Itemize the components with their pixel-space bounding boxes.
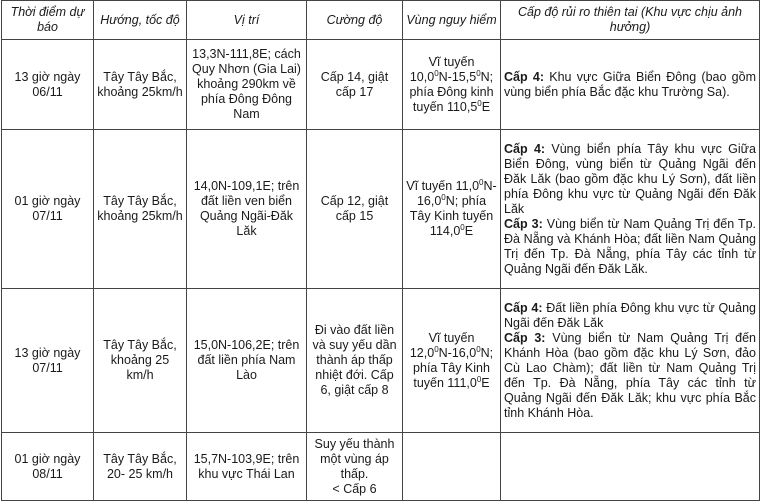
cell-danger-zone: Vĩ tuyến 10,0$^0$N-15,5$^0$N; phía Đông kinh tuyến 110,5$^0$E bbox=[403, 40, 501, 130]
cell-position: 14,0N-109,1E; trên đất liền ven biển Quảng Ngãi-Đăk Lăk bbox=[187, 130, 307, 289]
header-danger-zone: Vùng nguy hiểm bbox=[403, 1, 501, 40]
risk-level-text: Vùng biển phía Tây khu vực Giữa Biển Đông, vùng biển từ Quảng Ngãi đến Đăk Lăk (bao gồm đặc khu Lý Sơn), đất liền phía Đông khu vực từ Quảng Ngãi đến Đăk Lăk bbox=[504, 141, 756, 216]
cell-risk bbox=[501, 433, 760, 501]
cell-intensity: Cấp 12, giật cấp 15 bbox=[307, 130, 403, 289]
header-risk-level: Cấp độ rủi ro thiên tai (Khu vực chịu ảnh hưởng) bbox=[501, 1, 760, 40]
cell-time: 13 giờ ngày 06/11 bbox=[2, 40, 94, 130]
storm-forecast-table bbox=[1, 0, 760, 501]
header-intensity: Cường độ bbox=[307, 1, 403, 40]
cell-risk bbox=[501, 289, 760, 433]
table-row bbox=[2, 40, 760, 130]
cell-intensity: Cấp 14, giật cấp 17 bbox=[307, 40, 403, 130]
table-row bbox=[2, 130, 760, 289]
cell-position: 15,0N-106,2E; trên đất liền phía Nam Lào bbox=[187, 289, 307, 433]
table-row bbox=[2, 289, 760, 433]
risk-level-label: Cấp 3: bbox=[504, 330, 546, 345]
risk-level-label: Cấp 4: bbox=[504, 69, 544, 84]
risk-level-text: Vùng biển từ Nam Quảng Trị đến Khánh Hòa (bao gồm đặc khu Lý Sơn, đảo Cù Lao Chàm); đất liền từ Nam Quảng Trị đến Tp. Đà Nẵng, phía Tây các tỉnh từ Quảng Ngãi đến Đăk Lăk; khu vực phía Bắc tỉnh Khánh Hòa. bbox=[504, 330, 757, 420]
cell-time: 13 giờ ngày 07/11 bbox=[2, 289, 94, 433]
table-row bbox=[2, 433, 760, 501]
cell-intensity: Đi vào đất liền và suy yếu dần thành áp thấp nhiệt đới. Cấp 6, giật cấp 8 bbox=[307, 289, 403, 433]
cell-direction: Tây Tây Bắc, 20- 25 km/h bbox=[94, 433, 187, 501]
header-position: Vị trí bbox=[187, 1, 307, 40]
risk-level-text: Khu vực Giữa Biển Đông (bao gồm vùng biển phía Bắc đặc khu Trường Sa). bbox=[504, 69, 756, 99]
header-time: Thời điểm dự báo bbox=[2, 1, 94, 40]
risk-level-label: Cấp 4: bbox=[504, 300, 543, 315]
cell-direction: Tây Tây Bắc, khoảng 25km/h bbox=[94, 40, 187, 130]
cell-danger-zone: Vĩ tuyến 12,0$^0$N-16,0$^0$N; phía Tây Kinh tuyến 111,0$^0$E bbox=[403, 289, 501, 433]
cell-risk bbox=[501, 40, 760, 130]
header-direction: Hướng, tốc độ bbox=[94, 1, 187, 40]
cell-danger-zone bbox=[403, 433, 501, 501]
cell-position: 15,7N-103,9E; trên khu vực Thái Lan bbox=[187, 433, 307, 501]
risk-level-label: Cấp 3: bbox=[504, 216, 543, 231]
cell-time: 01 giờ ngày 08/11 bbox=[2, 433, 94, 501]
cell-direction: Tây Tây Bắc, khoảng 25km/h bbox=[94, 130, 187, 289]
cell-danger-zone: Vĩ tuyến 11,0$^0$N-16,0$^0$N; phía Tây Kinh tuyến 114,0$^0$E bbox=[403, 130, 501, 289]
cell-time: 01 giờ ngày 07/11 bbox=[2, 130, 94, 289]
cell-risk bbox=[501, 130, 760, 289]
risk-level-label: Cấp 4: bbox=[504, 141, 546, 156]
risk-level-text: Vùng biển từ Nam Quảng Trị đến Tp. Đà Nẵng và Khánh Hòa; đất liền Nam Quảng Trị đến Tp. Đà Nẵng, phía Tây các tỉnh từ Quảng Ngãi đến Đăk Lăk. bbox=[504, 216, 757, 276]
cell-intensity: Suy yếu thành một vùng áp thấp. < Cấp 6 bbox=[307, 433, 403, 501]
cell-direction: Tây Tây Bắc, khoảng 25 km/h bbox=[94, 289, 187, 433]
table-header-row bbox=[2, 1, 760, 40]
cell-position: 13,3N-111,8E; cách Quy Nhơn (Gia Lai) khoảng 290km về phía Đông Đông Nam bbox=[187, 40, 307, 130]
risk-level-text: Đất liền phía Đông khu vực từ Quảng Ngãi đến Đăk Lăk bbox=[504, 300, 756, 330]
